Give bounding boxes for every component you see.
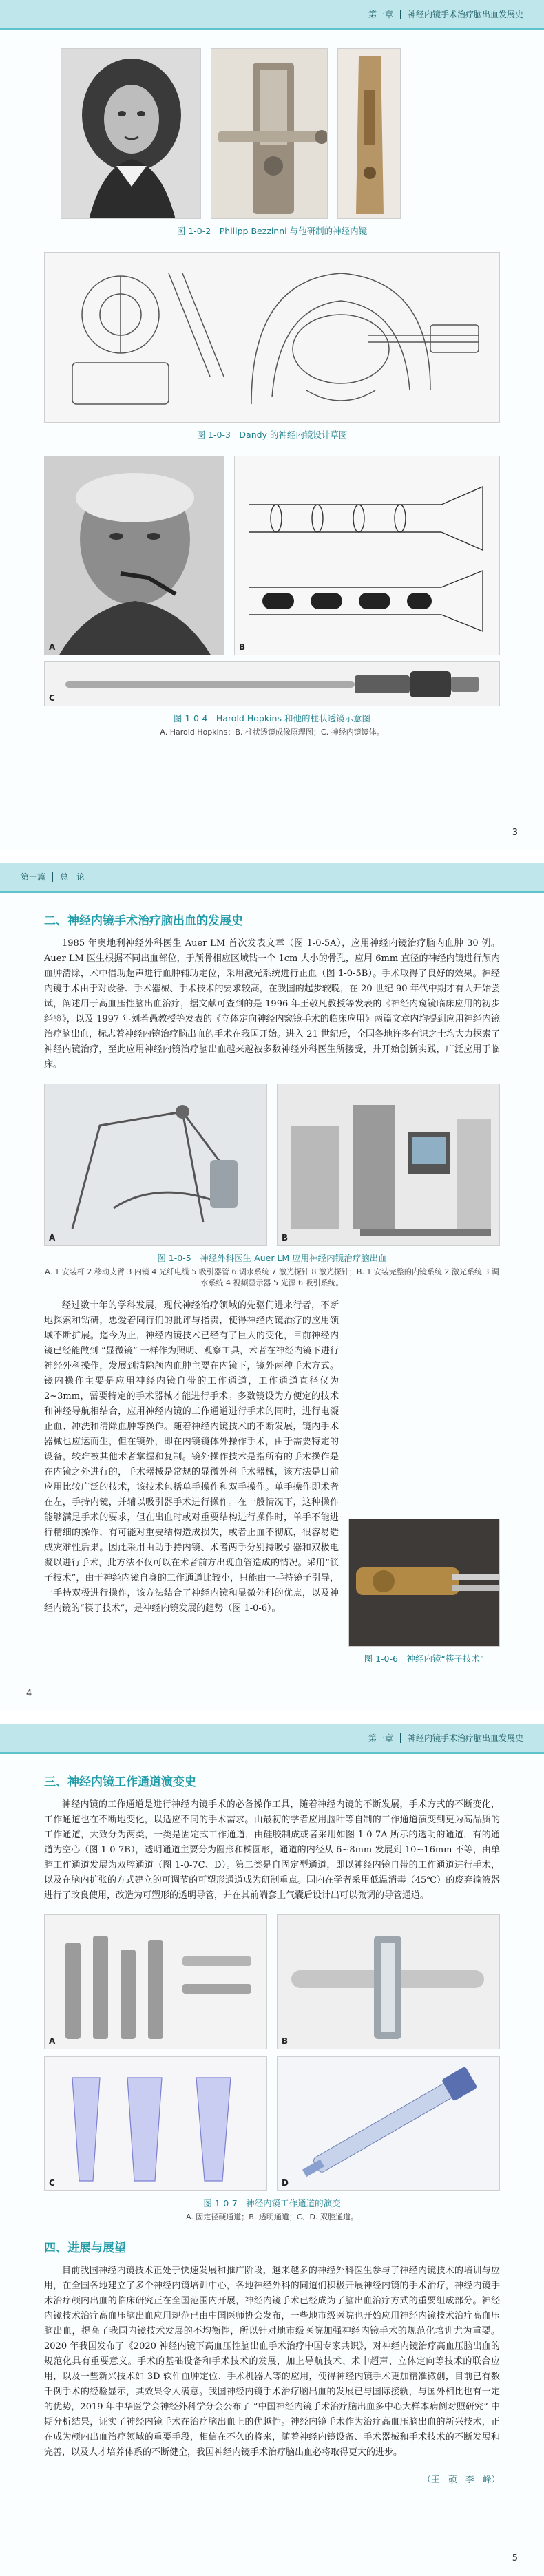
- dual-channel-photo-c: [44, 2056, 267, 2191]
- portrait-illustration: [61, 49, 201, 219]
- part-title: 总 论: [60, 872, 85, 882]
- figure-caption: 图 1-0-5 神经外科医生 Auer LM 应用神经内镜治疗脑出血: [157, 1253, 387, 1263]
- figure-caption: 图 1-0-4 Harold Hopkins 和他的柱状透镜示意图: [174, 713, 370, 724]
- auer-system-photo-a: [44, 1084, 267, 1246]
- chapter-label: 第一章: [368, 10, 393, 19]
- figure-note: A. 1 安装杆 2 移动支臂 3 内镜 4 光纤电缆 5 吸引器管 6 调水系统 7 激光探针 8 激光探针；B. 1 安装完整的内镜系统 2 激光系统 3 调水系统 4 视频显示器 5 光源 6 吸引系统。: [45, 1267, 499, 1287]
- channel-illustration: [278, 2057, 500, 2191]
- panel-label-b: B: [282, 2036, 289, 2046]
- figure-note: A. 固定径硬通道；B. 透明通道；C、D. 双腔通道。: [185, 2213, 358, 2221]
- page-3: [0, 0, 544, 850]
- author-signature: （王 硕 李 峰）: [422, 2474, 500, 2484]
- dandy-sketch: [44, 252, 500, 423]
- channel-illustration: [278, 1915, 500, 2049]
- figure-1-0-4: [0, 441, 544, 738]
- body-paragraph: 1985 年奥地利神经外科医生 Auer LM 首次发表文章（图 1-0-5A），应用神经内镜治疗脑内血肿 30 例。Auer LM 医生根据不同出血部位，于颅骨相应区域钻一个 1cm 大小的骨孔，应用 6mm 直径的神经内镜进行颅内血肿清除，术中借助超声进行血肿辅助定位，采用激光系统进行止血（图 1-0-5B）。手术取得了良好的效果。神经内镜手术由于对设备、手术器械、手术技术的要求较高，在我国的起步较晚，在 20 世纪 90 年代中期才有人开始尝试，阐述用于高血压性脑出血治疗，据文献可查到的是 1996 年王敬凡教授等发表的《神经内窥镜临床应用的初步经验》，以及 1997 年刘若愚教授等发表的《立体定向神经内窥镜手术的临床应用》两篇文章内均提到应用神经内镜治疗脑出血，标志着神经内镜治疗脑出血的手术在我国开始。进入 21 世纪后，全国各地许多有识之士均大力探索了神经内镜治疗，至此应用神经内镜治疗脑出血越来越被多数神经外科医生所接受，并开始创新实践，广泛应用于临床。: [44, 938, 500, 1070]
- text-with-figure: [44, 1298, 500, 1664]
- device-illustration: [211, 49, 328, 219]
- page-number: 3: [512, 827, 518, 838]
- running-head: [0, 0, 544, 30]
- panel-label-c: C: [49, 2178, 55, 2188]
- panel-label-a: A: [49, 642, 56, 652]
- figure-note: A. Harold Hopkins；B. 柱状透镜成像原理图；C. 神经内镜镜体。: [160, 728, 384, 737]
- figure-1-0-7: [44, 1914, 500, 2223]
- body-paragraph: 目前我国神经内镜技术正处于快速发展和推广阶段，越来越多的神经外科医生参与了神经内镜技术的培训与应用，在全国各地建立了多个神经内镜培训中心，各地神经外科的同道们积极开展神经内镜的手术治疗，神经内镜手术治疗颅内出血的临床研究正在全国范围内开展，神经内镜手术已经成为了脑出血治疗方式的重要组成部分。神经内镜技术治疗高血压脑出血应用规范已由中国医师协会发布，一些地市级医院也开始应用神经内镜技术治疗高血压脑出血，提高了我国内镜技术发展的不均衡性，所以针对地市级医院加强神经内镜手术的规范化培训尤为重要。2020 年我国发布了《2020 神经内镜下高血压性脑出血手术治疗中国专家共识》，对神经内镜治疗高血压脑出血的规范化具有重要意义。手术的基础设备和手术技术的发展，加上导航技术、术中超声、立体定向等技术的联合应用，以及一些新兴技术如 3D 软件血肿定位、手术机器人等的应用，使得神经内镜手术更加精准微创，目前已有数千例手术的经验显示，其效果令人满意。我国神经内镜手术治疗脑出血的发展已与国际接轨，与国外相比也有一定的优势，2019 年中华医学会神经外科学分会公布了 “中国神经内镜手术治疗脑出血多中心大样本病例对照研究” 中期分析结果，证实了神经内镜手术在治疗脑出血上的优越性。神经内镜手术作为治疗高血压脑出血的新兴技术，正在成为颅内出血治疗领域的重要手段，相信在不久的将来，随着神经内镜设备、手术器械和手术技术的不断发展和完善，以及人才培养体系的不断健全，我国神经内镜手术治疗脑出血必将取得更大的进步。: [44, 2266, 500, 2458]
- dual-channel-photo-d: [277, 2056, 500, 2191]
- body-paragraph: 神经内镜的工作通道是进行神经内镜手术的必备操作工具，随着神经内镜的不断发展，手术方式的不断变化，工作通道也在不断地变化，以适应不同的手术需求。由最初的学者应用脑叶等自制的工作通道演变到更为高品质的工作通道，大致分为两类，一类是固定式工作通道，由硅胶制成或者采用如图 1-0-7A 所示的透明的通道，有的通道为空心（图 1-0-7B），透明通道主要分为圆形和椭圆形，通道的内径从 6~8mm 发展到 10~16mm 不等，由单腔工作通道发展为双腔通道（图 1-0-7C、D）。第二类是自固定型通道，即以神经内镜自带的工作通道进行手术，以及在脑内扩张的方式建立的可调节的可塑形通道成为研制重点。国内在学者采用低温消毒（45℃）的废弃输液器进行了改良使用，改造为可塑形的透明导管，并在其前端套上气囊后设计出可以微调的导管通道。: [44, 1799, 500, 1901]
- figure-caption: 图 1-0-7 神经内镜工作通道的演变: [203, 2198, 341, 2208]
- chapter-title: 神经内镜手术治疗脑出血发展史: [407, 1733, 523, 1743]
- page-5: [0, 1724, 544, 2576]
- part-label: 第一篇: [21, 872, 46, 882]
- hopkins-portrait: [44, 456, 224, 655]
- panel-label-c: C: [49, 693, 55, 703]
- auer-system-photo-b: [277, 1084, 500, 1246]
- divider: [400, 10, 401, 19]
- channel-illustration: [45, 1915, 267, 2049]
- section-title: 三、神经内镜工作通道演变史: [44, 1775, 196, 1789]
- page-number: 5: [512, 2553, 518, 2564]
- rigid-channel-photo: [44, 1914, 267, 2049]
- portrait-engraving: [61, 48, 201, 219]
- figure-caption: 图 1-0-2 Philipp Bezzinni 与他研制的神经内镜: [176, 226, 368, 236]
- figure-1-0-3: [0, 237, 544, 441]
- divider: [52, 872, 53, 882]
- endoscope-body-photo: [44, 661, 500, 706]
- page-gap: [0, 1711, 544, 1724]
- endoscope-device-photo-2: [337, 48, 401, 219]
- sketch-illustration: [45, 253, 500, 423]
- chapter-label: 第一章: [368, 1733, 393, 1743]
- section-title: 二、神经内镜手术治疗脑出血的发展史: [44, 914, 243, 928]
- lens-diagram-illustration: [235, 456, 500, 655]
- panel-label-d: D: [282, 2178, 289, 2188]
- figure-caption: 图 1-0-3 Dandy 的神经内镜设计草图: [196, 430, 348, 440]
- figure-caption: 图 1-0-6 神经内镜“筷子技术”: [364, 1654, 485, 1664]
- system-illustration: [278, 1084, 500, 1246]
- section-title: 四、进展与展望: [44, 2241, 126, 2255]
- page-gap: [0, 850, 544, 863]
- panel-label-a: A: [49, 2036, 56, 2046]
- page-4: [0, 863, 544, 1711]
- figure-1-0-6: [348, 1519, 500, 1665]
- page-number: 4: [26, 1689, 32, 1699]
- channel-illustration: [45, 2057, 267, 2191]
- chopstick-illustration: [349, 1519, 500, 1647]
- running-head: [0, 1724, 544, 1754]
- transparent-channel-photo: [277, 1914, 500, 2049]
- device-illustration: [338, 49, 401, 219]
- rod-lens-diagram: [234, 456, 500, 655]
- chopstick-technique-photo: [348, 1519, 500, 1647]
- figure-1-0-2: [0, 30, 544, 237]
- chapter-title: 神经内镜手术治疗脑出血发展史: [407, 10, 523, 19]
- figure-1-0-5: [44, 1084, 500, 1246]
- divider: [400, 1733, 401, 1743]
- portrait-illustration: [45, 456, 224, 655]
- endoscope-illustration: [45, 662, 500, 706]
- panel-label-b: B: [282, 1233, 289, 1243]
- endoscope-device-photo-1: [211, 48, 328, 219]
- panel-label-b: B: [239, 642, 246, 652]
- system-illustration: [45, 1084, 267, 1246]
- panel-label-a: A: [49, 1233, 56, 1243]
- running-head: [0, 863, 544, 893]
- body-paragraph: 经过数十年的学科发展，现代神经治疗领域的先驱们进来行者，不断地探索和钻研，忠爱着同行们的批评与指责，使得神经内镜治疗的应用领域不断扩展。迄今为止，神经内镜技术已经有了巨大的变化，目前神经内镜已经能做到 “显微镜” 一样作为照明、观察工具，术者在神经内镜下进行神经外科操作，发展到清除颅内血肿主要在内镜下，镜外两种手术方式。镜内操作主要是应用神经内镜自带的工作通道，工作通道直径仅为 2~3mm，需要特定的手术器械才能进行手术。多数镜设为方便定的技术和神经导航相结合，应用神经内镜的工作通道进行手术的同时，进行电凝止血、冲洗和清除血肿等操作。随着神经内镜技术的不断发展，镜内手术器械也应运而生，但在镜外，即在内镜镜体外操作手术，由于需要特定的设备，较难被其他术者掌握和复制。镜外操作技术是指所有的手术操作是在内镜之外进行的，手术器械是常规的显微外科手术器械，该方法是目前应用比较广泛的技术，该技术包括单手操作和双手操作。单手操作即术者在左，手持内镜，并辅以吸引器手术进行操作。在一般情况下，这种操作能够满足手术的要求，但在出血时或对重要结构进行操作时，单手不能进行精细的操作，有可能对重要结构造成损失，或者止血不彻底，很容易造成灾难性后果。因此采用由助手持内镜、术者两手分别持吸引器和双极电凝以进行手术，此方法不仅可以在术者前方出现血管造成的情况。采用“筷子技术”，由于神经内镜自身的工作通道比较小，只能由一手持镜子引导，一手持双极进行操作，该方法结合了神经内镜和显微外科的优点，以及神经内镜的“筷子技术”，是神经内镜发展的趋势（图 1-0-6）。: [44, 1300, 339, 1614]
